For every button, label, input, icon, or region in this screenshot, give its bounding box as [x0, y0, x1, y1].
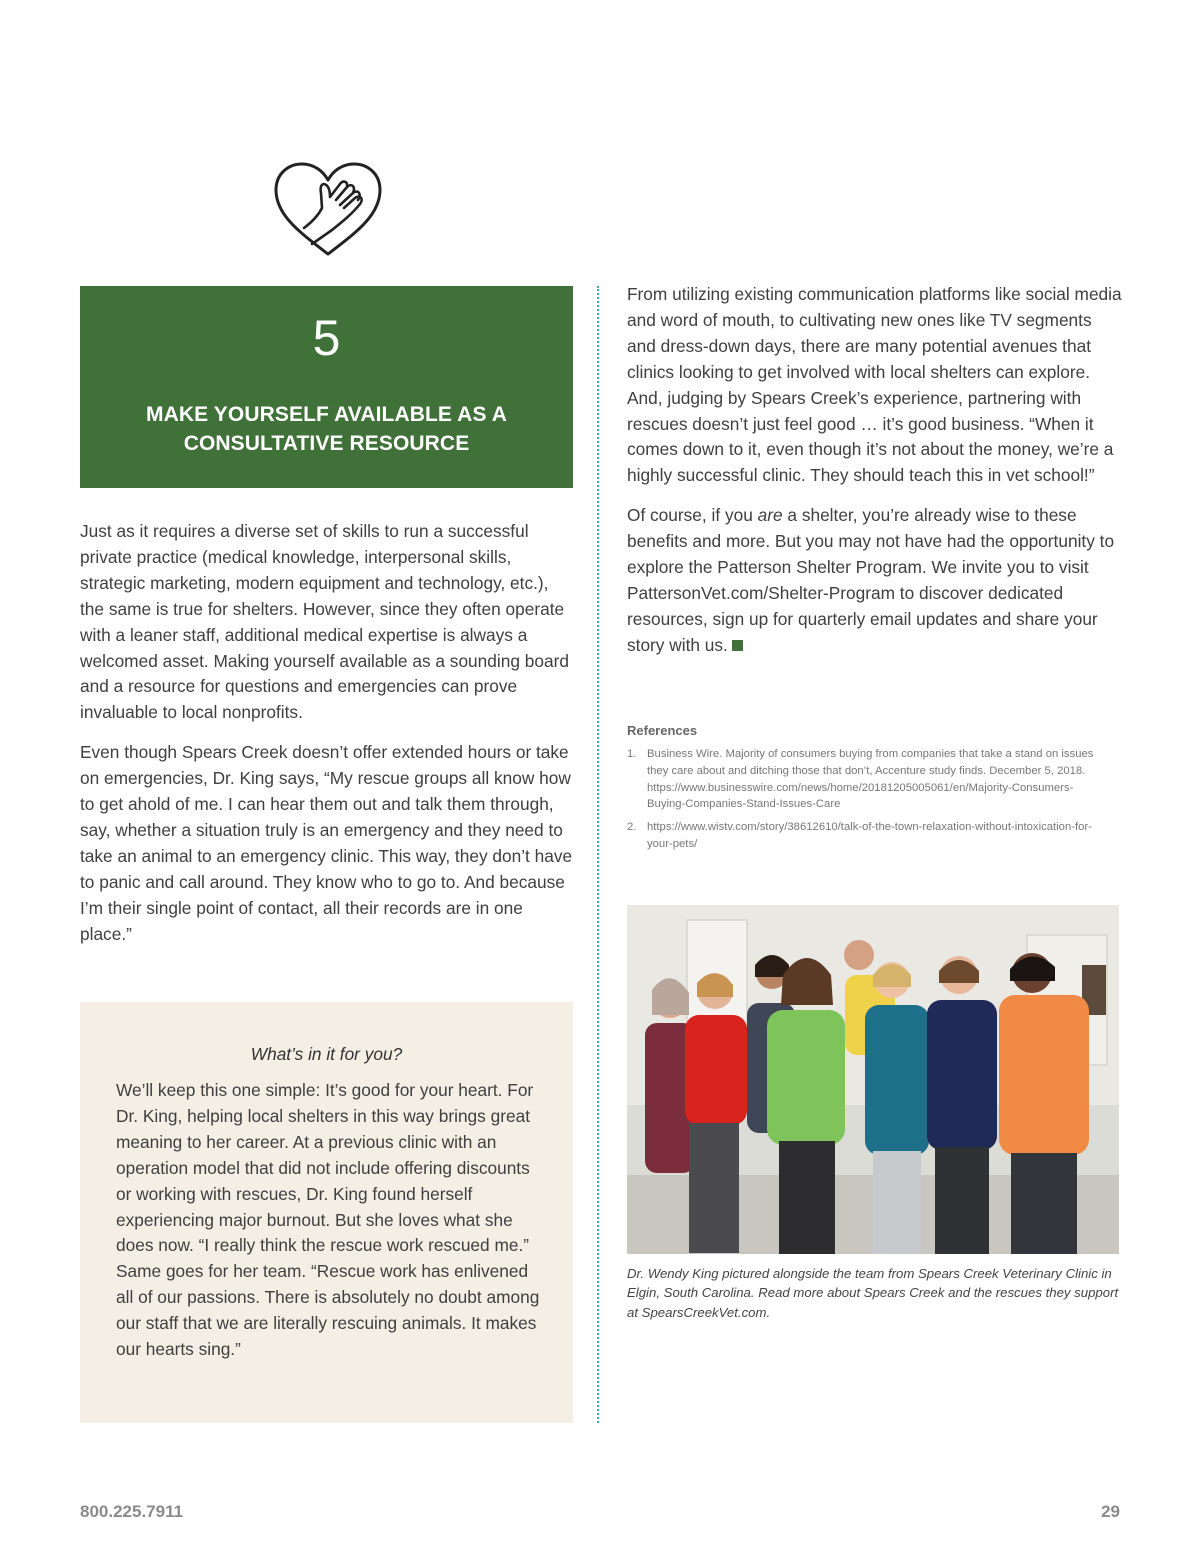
- reference-item: [627, 819, 1107, 853]
- section-heading-line2: CONSULTATIVE RESOURCE: [183, 432, 470, 455]
- section-header-box: [80, 286, 573, 488]
- reference-index: 2.: [627, 821, 637, 834]
- sidebar-text: We’ll keep this one simple: It’s good for your heart. For Dr. King, helping local shelters in this way brings great meaning to her career. At a previous clinic with an operation model that did not include offering discounts or working with rescues, Dr. King found herself experiencing major burnout. But she loves what she does now. “I really think the rescue work rescued me.” Same goes for her team. “Rescue work has enlivened all of our passions. There is absolutely no doubt among our staff that we are literally rescuing animals. It makes our hearts sing.”: [116, 1080, 540, 1360]
- column-divider: [597, 286, 599, 1423]
- team-photo: [627, 905, 1119, 1254]
- page-number: 29: [1101, 1502, 1120, 1521]
- heart-hand-icon: [272, 160, 384, 260]
- right-paragraph-2-end: a shelter, you’re already wise to these benefits and more. But you may not have had the opportunity to explore the Patterson Shelter Program. We invite you to visit PattersonVet.com/Shelter-Program to discover dedicated resources, sign up for quarterly email updates and share your story with us.: [627, 505, 1115, 655]
- reference-item: [627, 746, 1107, 813]
- left-paragraph-2: Even though Spears Creek doesn’t offer extended hours or take on emergencies, Dr. King says, “My rescue groups all know how to get ahold of me. I can hear them out and talk them through, say, whether a situation truly is an emergency and they need to take an animal to an emergency clinic. This way, they don’t have to panic and call around. They know who to go to. And because I’m their single point of contact, all their records are in one place.”: [80, 742, 573, 944]
- references-list: [627, 746, 1107, 853]
- footer-phone: 800.225.7911: [80, 1502, 184, 1521]
- photo-caption: Dr. Wendy King pictured alongside the team from Spears Creek Veterinary Clinic in Elgin, South Carolina. Read more about Spears Creek and the rescues they support at SpearsCreekVet.com.: [627, 1266, 1119, 1320]
- section-number: 5: [312, 310, 341, 366]
- right-paragraph-1: From utilizing existing communication platforms like social media and word of mouth, to cultivating new ones like TV segments and dress-down days, there are many potential avenues that clinics looking to get involved with local shelters can explore. And, judging by Spears Creek’s experience, partnering with rescues doesn’t just feel good … it’s good business. “When it comes down to it, even though it’s not about the money, we’re a highly successful clinic. They should teach this in vet school!”: [627, 284, 1122, 486]
- right-paragraph-2-start: Of course, if you: [627, 505, 758, 526]
- section-heading: [100, 400, 553, 458]
- left-paragraph-1: Just as it requires a diverse set of skills to run a successful private practice (medical knowledge, interpersonal skills, strategic marketing, modern equipment and technology, etc.), the same is true for shelters. However, since they often operate with a leaner staff, additional medical expertise is always a welcomed asset. Making yourself available as a sounding board and a resource for questions and emergencies can prove invaluable to local nonprofits.: [80, 521, 569, 723]
- reference-text: Business Wire. Majority of consumers buying from companies that take a stand on issues they care about and ditching those that don’t, Accenture study finds. December 5, 2018. https://www.businesswire.com/news/home/20181205005061/en/Majority-Consumers-Buying-Companies-Stand-Issues-Care: [647, 748, 1094, 811]
- right-paragraph-2-emphasis: are: [757, 505, 783, 526]
- left-column: [80, 519, 575, 962]
- reference-index: 1.: [627, 748, 637, 760]
- reference-text: https://www.wistv.com/story/38612610/talk-of-the-town-relaxation-without-intoxication-for-your-pets/: [647, 821, 1092, 850]
- references: [627, 723, 1107, 859]
- sidebar-title: What’s in it for you?: [250, 1044, 403, 1064]
- section-heading-line1: MAKE YOURSELF AVAILABLE AS A: [146, 403, 507, 426]
- sidebar-callout: [80, 1002, 573, 1423]
- right-paragraph-2: [627, 503, 1122, 658]
- end-square-icon: [732, 640, 743, 651]
- right-column: [627, 282, 1122, 673]
- references-title: References: [627, 723, 698, 738]
